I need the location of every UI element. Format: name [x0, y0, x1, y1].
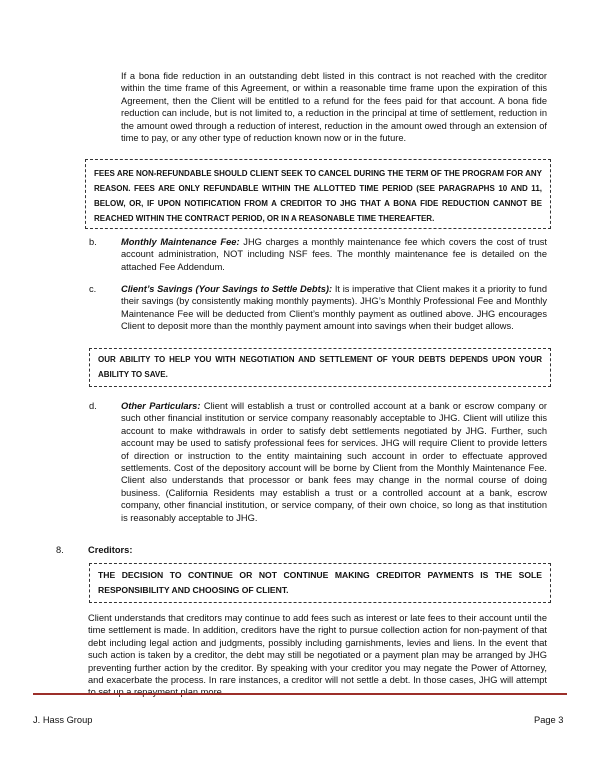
section-8-title: Creditors: — [88, 545, 133, 555]
fees-notice-text: FEES ARE NON-REFUNDABLE SHOULD CLIENT SEEK TO CANCEL DURING THE TERM OF THE PROGRAM FOR ANY REASON. FEES ARE ONLY REFUNDABLE WITHIN THE ALLOTTED TIME PERIOD (SEE PARAGRAPHS 10 AND 11, BELOW, OR, IF UPON NOTIFICATION FROM A CREDITOR TO JHG THAT A BONA FIDE REDUCTION CANNOT BE REACHED WITHIN THE CONTRACT PERIOD, OR IN A REASONABLE TIME THEREAFTER. — [94, 169, 542, 223]
ability-notice-box — [89, 348, 551, 387]
creditors-paragraph: Client understands that creditors may continue to add fees such as interest or late fees to their account until the time settlement is made. In addition, creditors have the right to pursue collection action for non-payment of that debt including legal action and judgments, possibly including garnishments, levies and liens. In the event that such action is taken by a creditor, the debt may still be negotiated or a payment plan may be arranged by JHG preventing further action by the creditor. By speaking with your creditor you may negate the Power of Attorney, and exacerbate the process. In rare instances, a creditor will not settle a debt. In those cases, JHG will attempt — [88, 613, 547, 686]
item-b-paragraph: Monthly Maintenance Fee: JHG charges a monthly maintenance fee which covers the cost of trust account administration, NOT including NSF fees. The monthly maintenance fee is detailed on the attached Fee Addendum. — [121, 237, 547, 272]
item-b-title: Monthly Maintenance Fee — [121, 237, 237, 247]
decision-notice-text: THE DECISION TO CONTINUE OR NOT CONTINUE MAKING CREDITOR PAYMENTS IS THE SOLE RESPONSIBILITY AND CHOOSING OF CLIENT. — [98, 570, 542, 595]
item-c-marker: c. — [89, 284, 97, 294]
footer-company: J. Hass Group — [33, 715, 93, 725]
item-b-marker: b. — [89, 237, 97, 247]
item-d-marker: d. — [89, 401, 97, 411]
fees-notice-box — [85, 159, 551, 229]
section-8-number: 8. — [56, 545, 64, 555]
footer-page-number: Page 3 — [534, 715, 564, 725]
item-d-title: Other Particulars — [121, 401, 198, 411]
item-c-text: It is imperative that Client makes it a priority to fund their savings (by consistently making monthly payments). JHG’s Monthly Professional Fee and Monthly Maintenance Fee will be deducted from Client’s monthly payment as outlined above. JHG encourages Client to deposit more than the monthly payment amount into savings when their budget allows. — [121, 284, 547, 332]
item-b-text: JHG charges a monthly maintenance fee which covers the cost of trust account administration, NOT including NSF fees. The monthly maintenance fee is detailed on the attached Fee Addendum. — [121, 237, 547, 272]
footer-rule — [33, 693, 567, 695]
item-d-paragraph: Other Particulars: Client will establish a trust or controlled account at a bank or escrow company or such other financial institution or service company reasonably acceptable to JHG. Client will utilize this account to make withdrawals in order to satisfy debt settlements negotiated by JHG. Further, such account may be used to satisfy professional fees for services. JHG will require Client to provide letters of direction or instruction to the entity maintaining such account in order to effectuate approved settlements. Cost of the depository account will be borne by Client from the Monthly Maintenance Fee. Client also understands that processor or bank fees may change in the normal course of doing business. (California Residents may establish a trust or a controlled account at a bank, escrow company, other financial institution, or service company, of their own choice, so long as that institution is reasonably acceptable to JHG. — [121, 401, 548, 523]
item-c-paragraph: Client’s Savings (Your Savings to Settle Debts): It is imperative that Client makes it a priority to fund their savings (by consistently making monthly payments). JHG’s Monthly Professional Fee and Monthly Maintenance Fee will be deducted from Client’s monthly payment as outlined above. JHG encourages Client to deposit more than the monthly payment amount into savings when their budget allows. — [121, 284, 547, 332]
refund-paragraph: If a bona fide reduction in an outstanding debt listed in this contract is not reached with the creditor within the time frame of this Agreement, or within a reasonable time frame upon the expiration of this Agreement, then the Client will be entitled to a refund for the fees paid for that account. A bona fide reduction can include, but is not limited to, a reduction in the principal at time of settlement, reduction in the amount owed through a reduction of interest, reduction in the amount owed through an extension of time to pay, or any other type of reduction known now or in the future. — [121, 71, 547, 144]
ability-notice-text: OUR ABILITY TO HELP YOU WITH NEGOTIATION AND SETTLEMENT OF YOUR DEBTS DEPENDS UPON YOUR ABILITY TO SAVE. — [98, 355, 542, 379]
item-c-title: Client’s Savings (Your Savings to Settle Debts) — [121, 284, 329, 294]
decision-notice-box — [89, 563, 551, 603]
item-d-text: Client will establish a trust or controlled account at a bank or escrow company or such other financial institution or service company reasonably acceptable to JHG. Client will utilize this account to make withdrawals in order to satisfy debt settlements negotiated by JHG. Further, such account may be used to satisfy professional fees for services. JHG will require Client to provide letters of direction or instruction to the entity maintaining such account in order to effectuate approved settlements. Cost of the depository account will be borne by Client from the Monthly Maintenance Fee. Client also understands that processor or bank fees may change in the normal course of doing business. (California Residents may establish a trust or a controlled account at a bank, escrow company, other financial institution, or service company, of their own choice, so long as that institution is reasonably acceptable to JHG. — [121, 401, 548, 523]
